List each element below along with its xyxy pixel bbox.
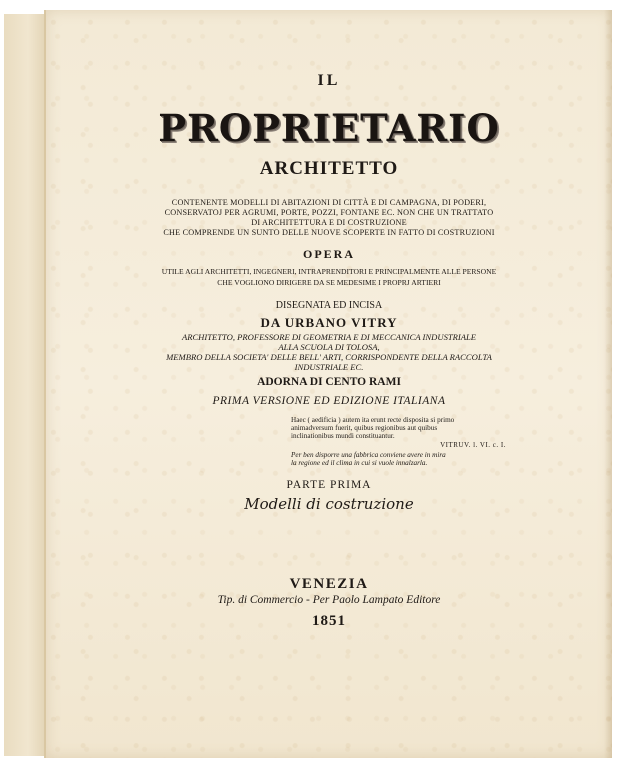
edition-line: PRIMA VERSIONE ED EDIZIONE ITALIANA xyxy=(212,395,446,407)
imprint-printer: Tip. di Commercio - Per Paolo Lampato Editore xyxy=(217,594,441,606)
credential-line: MEMBRO DELLA SOCIETA' DELLE BELL' ARTI, CORRISPONDENTE DELLA RACCOLTA xyxy=(166,352,492,362)
utile-line: CHE VOGLIONO DIRIGERE DA SE MEDESIME I PROPRJ ARTIERI xyxy=(217,278,441,287)
main-title: PROPRIETARIO xyxy=(158,106,500,150)
description-line: CONSERVATOJ PER AGRUMI, PORTE, POZZI, FONTANE EC. NON CHE UN TRATTATO xyxy=(164,208,494,217)
title-page xyxy=(44,10,612,758)
latin-quote-line: animadversum fuerit, quibus regionibus aut quibus xyxy=(291,424,438,432)
italian-quote-line: Per ben disporre una fabbrica conviene avere in mira xyxy=(291,451,446,459)
description-line: DI ARCHITETTURA E DI COSTRUZIONE xyxy=(251,218,407,227)
latin-quote-line: Haec ( aedificia ) autem ita erunt recte disposita si primo xyxy=(291,416,455,424)
italian-quote-line: la regione ed il clima in cui si vuole innalzarla. xyxy=(291,459,428,467)
opera-heading: OPERA xyxy=(303,247,355,261)
left-page-edge xyxy=(4,14,45,756)
plates-note: ADORNA DI CENTO RAMI xyxy=(257,376,401,388)
imprint-year: 1851 xyxy=(312,613,346,629)
description-line: CONTENENTE MODELLI DI ABITAZIONI DI CITTÀ E DI CAMPAGNA, DI PODERI, xyxy=(171,198,487,207)
imprint-city: VENEZIA xyxy=(289,576,369,592)
utile-line: UTILE AGLI ARCHITETTI, INGEGNERI, INTRAPRENDITORI E PRINCIPALMENTE ALLE PERSONE xyxy=(161,267,497,276)
author-name: DA URBANO VITRY xyxy=(260,315,398,330)
credential-line: INDUSTRIALE EC. xyxy=(294,362,364,372)
part-subtitle: Modelli di costruzione xyxy=(244,495,414,513)
description-line: CHE COMPRENDE UN SUNTO DELLE NUOVE SCOPERTE IN FATTO DI COSTRUZIONI xyxy=(163,228,495,237)
designed-by: DISEGNATA ED INCISA xyxy=(275,300,383,311)
quote-attribution: VITRUV. l. VI. c. I. xyxy=(440,441,506,449)
credential-line: ARCHITETTO, PROFESSORE DI GEOMETRIA E DI MECCANICA INDUSTRIALE xyxy=(181,332,477,342)
subtitle-word: ARCHITETTO xyxy=(259,158,399,179)
part-heading: PARTE PRIMA xyxy=(286,479,372,491)
pre-title: IL xyxy=(317,72,341,89)
latin-quote-line: inclinationibus mundi constituantur. xyxy=(291,432,395,440)
credential-line: ALLA SCUOLA DI TOLOSA, xyxy=(278,342,380,352)
